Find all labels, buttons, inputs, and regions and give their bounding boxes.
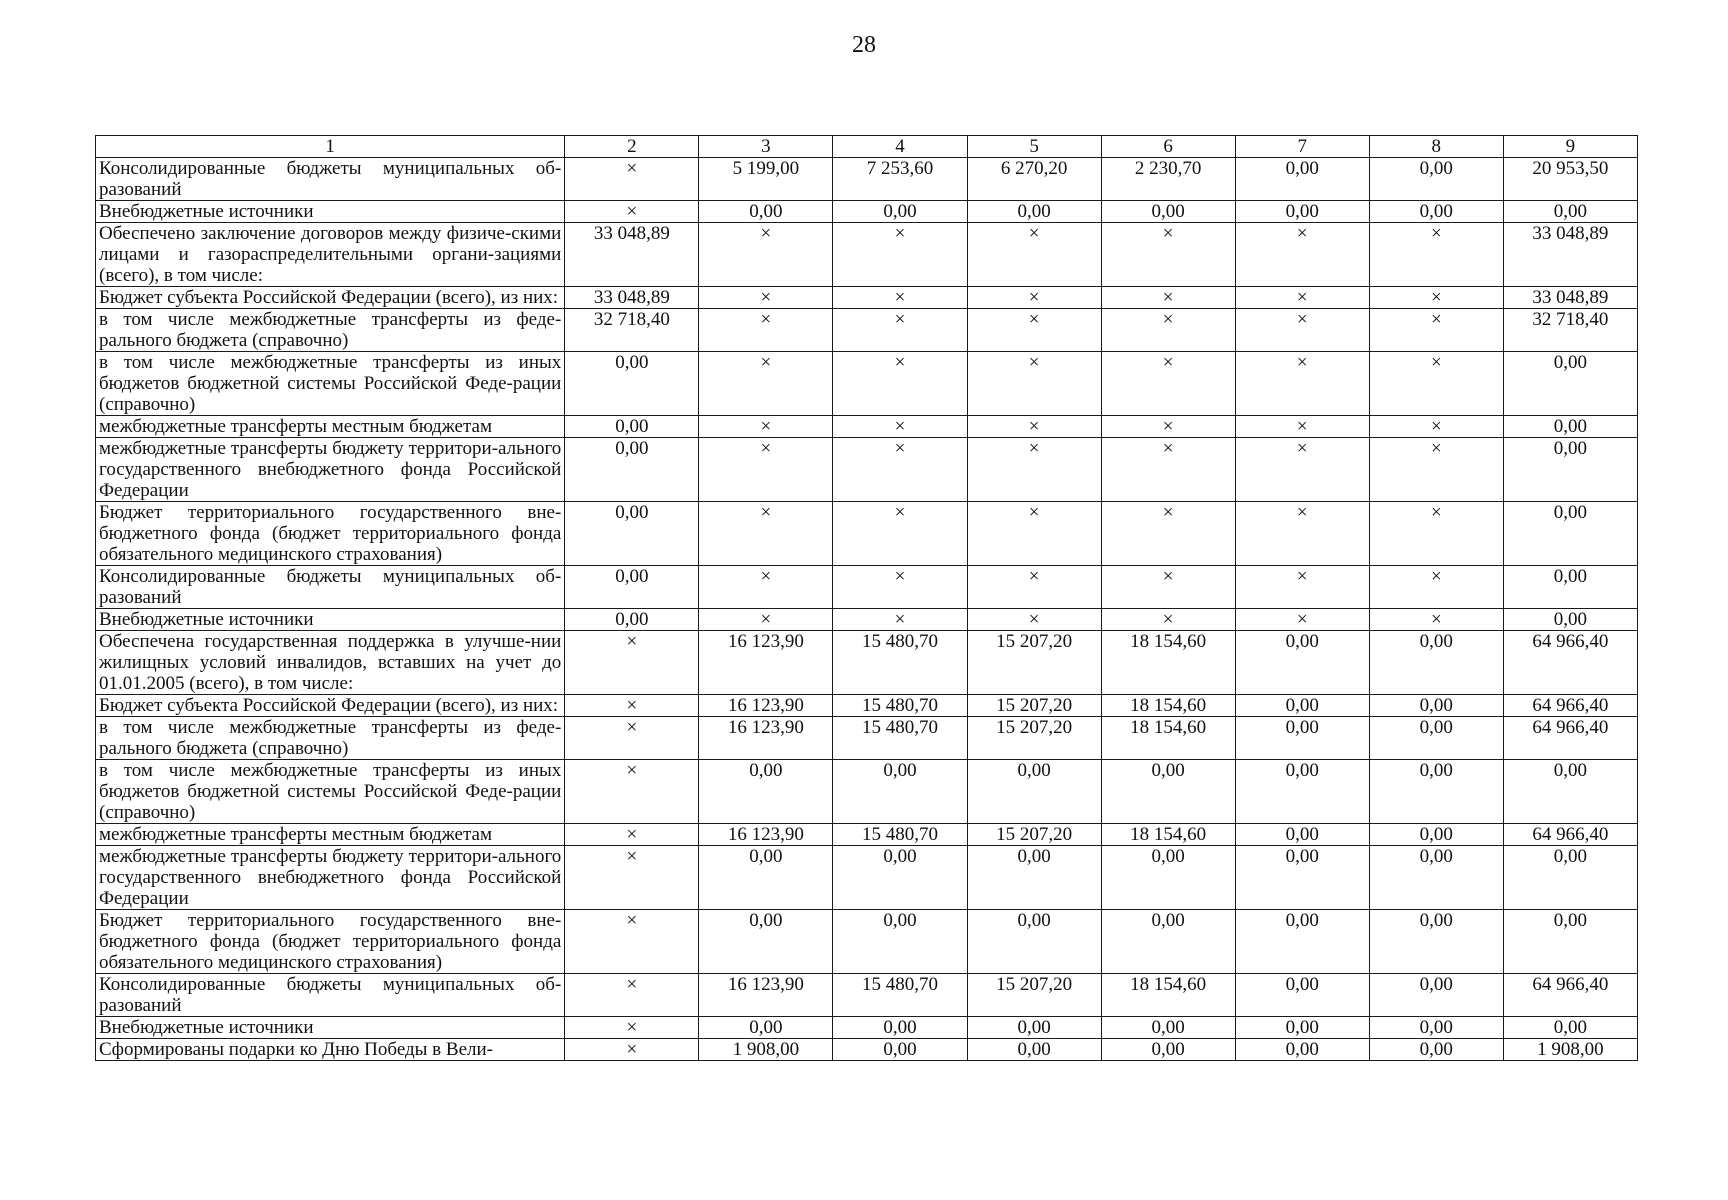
value-cell: 15 207,20 bbox=[967, 695, 1101, 717]
value-cell: 64 966,40 bbox=[1503, 717, 1637, 760]
value-cell: 0,00 bbox=[1369, 695, 1503, 717]
value-cell: 0,00 bbox=[1503, 201, 1637, 223]
value-cell: × bbox=[1235, 566, 1369, 609]
value-cell: × bbox=[565, 631, 699, 695]
value-cell: × bbox=[1369, 309, 1503, 352]
column-number-8: 8 bbox=[1369, 136, 1503, 158]
value-cell: 0,00 bbox=[699, 760, 833, 824]
value-cell: × bbox=[565, 910, 699, 974]
value-cell: × bbox=[833, 287, 967, 309]
value-cell: × bbox=[565, 974, 699, 1017]
value-cell: 0,00 bbox=[1503, 416, 1637, 438]
value-cell: 0,00 bbox=[833, 910, 967, 974]
value-cell: × bbox=[565, 201, 699, 223]
row-label: Обеспечена государственная поддержка в улучше-нии жилищных условий инвалидов, вставших на учет до 01.01.2005 (всего), в том числе: bbox=[96, 631, 565, 695]
value-cell: × bbox=[699, 352, 833, 416]
value-cell: × bbox=[1369, 223, 1503, 287]
value-cell: 64 966,40 bbox=[1503, 824, 1637, 846]
value-cell: 1 908,00 bbox=[1503, 1039, 1637, 1061]
value-cell: 33 048,89 bbox=[1503, 223, 1637, 287]
value-cell: 18 154,60 bbox=[1101, 717, 1235, 760]
value-cell: 0,00 bbox=[1503, 846, 1637, 910]
table-row bbox=[96, 223, 1638, 287]
value-cell: 15 207,20 bbox=[967, 631, 1101, 695]
value-cell: × bbox=[1101, 438, 1235, 502]
value-cell: 33 048,89 bbox=[1503, 287, 1637, 309]
value-cell: × bbox=[1235, 502, 1369, 566]
budget-table bbox=[95, 135, 1638, 1061]
value-cell: 0,00 bbox=[1235, 1017, 1369, 1039]
value-cell: 64 966,40 bbox=[1503, 631, 1637, 695]
value-cell: 0,00 bbox=[1235, 910, 1369, 974]
table-row bbox=[96, 609, 1638, 631]
value-cell: 0,00 bbox=[1369, 824, 1503, 846]
value-cell: × bbox=[1101, 609, 1235, 631]
value-cell: × bbox=[967, 438, 1101, 502]
value-cell: 0,00 bbox=[833, 1039, 967, 1061]
value-cell: 0,00 bbox=[565, 609, 699, 631]
value-cell: 16 123,90 bbox=[699, 824, 833, 846]
value-cell: × bbox=[1101, 566, 1235, 609]
value-cell: 15 207,20 bbox=[967, 974, 1101, 1017]
value-cell: 15 480,70 bbox=[833, 974, 967, 1017]
table-row bbox=[96, 695, 1638, 717]
table-row bbox=[96, 717, 1638, 760]
value-cell: 0,00 bbox=[1369, 1039, 1503, 1061]
value-cell: × bbox=[565, 695, 699, 717]
table-header-row bbox=[96, 136, 1638, 158]
row-label: межбюджетные трансферты местным бюджетам bbox=[96, 824, 565, 846]
value-cell: 0,00 bbox=[565, 416, 699, 438]
table-body bbox=[96, 136, 1638, 1061]
row-label: Внебюджетные источники bbox=[96, 609, 565, 631]
value-cell: 0,00 bbox=[565, 502, 699, 566]
value-cell: 0,00 bbox=[1503, 502, 1637, 566]
value-cell: 0,00 bbox=[1503, 566, 1637, 609]
value-cell: 6 270,20 bbox=[967, 158, 1101, 201]
value-cell: 0,00 bbox=[1101, 1039, 1235, 1061]
value-cell: × bbox=[1369, 287, 1503, 309]
value-cell: 15 480,70 bbox=[833, 824, 967, 846]
value-cell: × bbox=[1235, 609, 1369, 631]
row-label: в том числе межбюджетные трансферты из иных бюджетов бюджетной системы Российской Феде-рации (справочно) bbox=[96, 760, 565, 824]
row-label: в том числе межбюджетные трансферты из феде-рального бюджета (справочно) bbox=[96, 717, 565, 760]
value-cell: 0,00 bbox=[1369, 201, 1503, 223]
table-row bbox=[96, 1017, 1638, 1039]
value-cell: × bbox=[967, 309, 1101, 352]
value-cell: × bbox=[1369, 416, 1503, 438]
value-cell: 0,00 bbox=[1369, 158, 1503, 201]
row-label: Бюджет субъекта Российской Федерации (всего), из них: bbox=[96, 695, 565, 717]
table-row bbox=[96, 309, 1638, 352]
value-cell: 0,00 bbox=[1503, 438, 1637, 502]
table-row bbox=[96, 287, 1638, 309]
row-label: Консолидированные бюджеты муниципальных об-разований bbox=[96, 158, 565, 201]
value-cell: 0,00 bbox=[1101, 201, 1235, 223]
row-label: в том числе межбюджетные трансферты из иных бюджетов бюджетной системы Российской Феде-рации (справочно) bbox=[96, 352, 565, 416]
value-cell: 0,00 bbox=[565, 438, 699, 502]
value-cell: 32 718,40 bbox=[1503, 309, 1637, 352]
value-cell: × bbox=[1369, 438, 1503, 502]
value-cell: 1 908,00 bbox=[699, 1039, 833, 1061]
value-cell: × bbox=[967, 352, 1101, 416]
value-cell: 0,00 bbox=[1235, 158, 1369, 201]
table-row bbox=[96, 1039, 1638, 1061]
value-cell: 0,00 bbox=[1235, 974, 1369, 1017]
table-row bbox=[96, 502, 1638, 566]
value-cell: 15 207,20 bbox=[967, 824, 1101, 846]
value-cell: × bbox=[1235, 438, 1369, 502]
table-row bbox=[96, 416, 1638, 438]
value-cell: 0,00 bbox=[1235, 717, 1369, 760]
table-row bbox=[96, 760, 1638, 824]
table-row bbox=[96, 566, 1638, 609]
table-row bbox=[96, 846, 1638, 910]
table-row bbox=[96, 352, 1638, 416]
value-cell: 0,00 bbox=[1503, 1017, 1637, 1039]
value-cell: 0,00 bbox=[1235, 695, 1369, 717]
value-cell: 0,00 bbox=[1101, 846, 1235, 910]
row-label: Бюджет субъекта Российской Федерации (всего), из них: bbox=[96, 287, 565, 309]
value-cell: 0,00 bbox=[1235, 824, 1369, 846]
value-cell: 33 048,89 bbox=[565, 287, 699, 309]
row-label: Бюджет территориального государственного вне-бюджетного фонда (бюджет территориального фонда обязательного медицинского страхования) bbox=[96, 502, 565, 566]
value-cell: 0,00 bbox=[833, 846, 967, 910]
value-cell: × bbox=[565, 846, 699, 910]
value-cell: × bbox=[967, 609, 1101, 631]
table-row bbox=[96, 974, 1638, 1017]
value-cell: × bbox=[833, 438, 967, 502]
value-cell: 0,00 bbox=[1235, 631, 1369, 695]
value-cell: 32 718,40 bbox=[565, 309, 699, 352]
value-cell: 20 953,50 bbox=[1503, 158, 1637, 201]
value-cell: × bbox=[1101, 223, 1235, 287]
value-cell: × bbox=[565, 1017, 699, 1039]
column-number-6: 6 bbox=[1101, 136, 1235, 158]
row-label: Консолидированные бюджеты муниципальных об-разований bbox=[96, 566, 565, 609]
value-cell: × bbox=[565, 760, 699, 824]
table-row bbox=[96, 201, 1638, 223]
value-cell: 0,00 bbox=[1503, 352, 1637, 416]
value-cell: 0,00 bbox=[1235, 760, 1369, 824]
value-cell: 15 480,70 bbox=[833, 717, 967, 760]
row-label: межбюджетные трансферты бюджету территори-ального государственного внебюджетного фонда Российской Федерации bbox=[96, 846, 565, 910]
value-cell: × bbox=[833, 566, 967, 609]
value-cell: 0,00 bbox=[699, 201, 833, 223]
column-number-3: 3 bbox=[699, 136, 833, 158]
value-cell: 0,00 bbox=[1101, 1017, 1235, 1039]
value-cell: 0,00 bbox=[1369, 717, 1503, 760]
table-row bbox=[96, 158, 1638, 201]
value-cell: 0,00 bbox=[565, 566, 699, 609]
row-label: Внебюджетные источники bbox=[96, 1017, 565, 1039]
value-cell: 0,00 bbox=[565, 352, 699, 416]
value-cell: × bbox=[833, 223, 967, 287]
value-cell: 0,00 bbox=[699, 1017, 833, 1039]
value-cell: 0,00 bbox=[1235, 846, 1369, 910]
value-cell: × bbox=[1235, 309, 1369, 352]
value-cell: 0,00 bbox=[1369, 974, 1503, 1017]
value-cell: 15 480,70 bbox=[833, 631, 967, 695]
value-cell: 0,00 bbox=[1235, 1039, 1369, 1061]
value-cell: 0,00 bbox=[1369, 760, 1503, 824]
value-cell: × bbox=[967, 502, 1101, 566]
value-cell: 16 123,90 bbox=[699, 631, 833, 695]
value-cell: 0,00 bbox=[699, 846, 833, 910]
value-cell: × bbox=[565, 824, 699, 846]
value-cell: 0,00 bbox=[967, 910, 1101, 974]
value-cell: 18 154,60 bbox=[1101, 824, 1235, 846]
value-cell: 16 123,90 bbox=[699, 695, 833, 717]
value-cell: × bbox=[1369, 609, 1503, 631]
row-label: в том числе межбюджетные трансферты из феде-рального бюджета (справочно) bbox=[96, 309, 565, 352]
value-cell: 0,00 bbox=[967, 846, 1101, 910]
row-label: Обеспечено заключение договоров между физиче-скими лицами и газораспределительными органи-зациями (всего), в том числе: bbox=[96, 223, 565, 287]
column-number-7: 7 bbox=[1235, 136, 1369, 158]
column-number-1: 1 bbox=[96, 136, 565, 158]
value-cell: 0,00 bbox=[1101, 760, 1235, 824]
value-cell: × bbox=[833, 352, 967, 416]
value-cell: 0,00 bbox=[833, 201, 967, 223]
value-cell: × bbox=[1369, 352, 1503, 416]
value-cell: 15 207,20 bbox=[967, 717, 1101, 760]
value-cell: 0,00 bbox=[1369, 1017, 1503, 1039]
value-cell: 0,00 bbox=[1369, 631, 1503, 695]
table-row bbox=[96, 910, 1638, 974]
value-cell: × bbox=[1235, 352, 1369, 416]
value-cell: 15 480,70 bbox=[833, 695, 967, 717]
value-cell: 0,00 bbox=[967, 1017, 1101, 1039]
value-cell: 0,00 bbox=[1503, 760, 1637, 824]
value-cell: 0,00 bbox=[967, 201, 1101, 223]
value-cell: 64 966,40 bbox=[1503, 974, 1637, 1017]
value-cell: × bbox=[1235, 287, 1369, 309]
value-cell: × bbox=[699, 287, 833, 309]
value-cell: × bbox=[833, 609, 967, 631]
value-cell: × bbox=[565, 1039, 699, 1061]
value-cell: 0,00 bbox=[833, 1017, 967, 1039]
value-cell: 0,00 bbox=[833, 760, 967, 824]
column-number-4: 4 bbox=[833, 136, 967, 158]
value-cell: 0,00 bbox=[1369, 910, 1503, 974]
value-cell: 33 048,89 bbox=[565, 223, 699, 287]
value-cell: × bbox=[699, 502, 833, 566]
row-label: Сформированы подарки ко Дню Победы в Вели- bbox=[96, 1039, 565, 1061]
value-cell: 0,00 bbox=[1369, 846, 1503, 910]
table-row bbox=[96, 824, 1638, 846]
value-cell: 2 230,70 bbox=[1101, 158, 1235, 201]
value-cell: × bbox=[967, 416, 1101, 438]
value-cell: × bbox=[967, 287, 1101, 309]
row-label: Бюджет территориального государственного вне-бюджетного фонда (бюджет территориального фонда обязательного медицинского страхования) bbox=[96, 910, 565, 974]
value-cell: × bbox=[1101, 287, 1235, 309]
value-cell: × bbox=[699, 416, 833, 438]
column-number-5: 5 bbox=[967, 136, 1101, 158]
page-number: 28 bbox=[852, 32, 876, 58]
value-cell: × bbox=[699, 438, 833, 502]
column-number-9: 9 bbox=[1503, 136, 1637, 158]
value-cell: × bbox=[1369, 566, 1503, 609]
value-cell: 0,00 bbox=[1503, 609, 1637, 631]
value-cell: 0,00 bbox=[1503, 910, 1637, 974]
table-row bbox=[96, 438, 1638, 502]
value-cell: 18 154,60 bbox=[1101, 631, 1235, 695]
value-cell: × bbox=[1101, 502, 1235, 566]
value-cell: 16 123,90 bbox=[699, 974, 833, 1017]
value-cell: 64 966,40 bbox=[1503, 695, 1637, 717]
value-cell: × bbox=[833, 309, 967, 352]
value-cell: × bbox=[565, 158, 699, 201]
value-cell: × bbox=[565, 717, 699, 760]
value-cell: × bbox=[699, 609, 833, 631]
value-cell: 0,00 bbox=[1101, 910, 1235, 974]
value-cell: 16 123,90 bbox=[699, 717, 833, 760]
row-label: Внебюджетные источники bbox=[96, 201, 565, 223]
value-cell: × bbox=[1101, 309, 1235, 352]
value-cell: 5 199,00 bbox=[699, 158, 833, 201]
column-number-2: 2 bbox=[565, 136, 699, 158]
value-cell: × bbox=[1235, 416, 1369, 438]
value-cell: × bbox=[967, 566, 1101, 609]
value-cell: 18 154,60 bbox=[1101, 974, 1235, 1017]
value-cell: × bbox=[833, 416, 967, 438]
value-cell: × bbox=[1101, 352, 1235, 416]
value-cell: × bbox=[967, 223, 1101, 287]
value-cell: 0,00 bbox=[967, 760, 1101, 824]
value-cell: × bbox=[699, 566, 833, 609]
row-label: межбюджетные трансферты бюджету территори-ального государственного внебюджетного фонда Российской Федерации bbox=[96, 438, 565, 502]
value-cell: × bbox=[833, 502, 967, 566]
value-cell: × bbox=[1369, 502, 1503, 566]
row-label: Консолидированные бюджеты муниципальных об-разований bbox=[96, 974, 565, 1017]
value-cell: × bbox=[699, 223, 833, 287]
value-cell: 0,00 bbox=[1235, 201, 1369, 223]
value-cell: 18 154,60 bbox=[1101, 695, 1235, 717]
value-cell: 7 253,60 bbox=[833, 158, 967, 201]
value-cell: 0,00 bbox=[967, 1039, 1101, 1061]
value-cell: 0,00 bbox=[699, 910, 833, 974]
value-cell: × bbox=[699, 309, 833, 352]
value-cell: × bbox=[1235, 223, 1369, 287]
row-label: межбюджетные трансферты местным бюджетам bbox=[96, 416, 565, 438]
value-cell: × bbox=[1101, 416, 1235, 438]
table-row bbox=[96, 631, 1638, 695]
